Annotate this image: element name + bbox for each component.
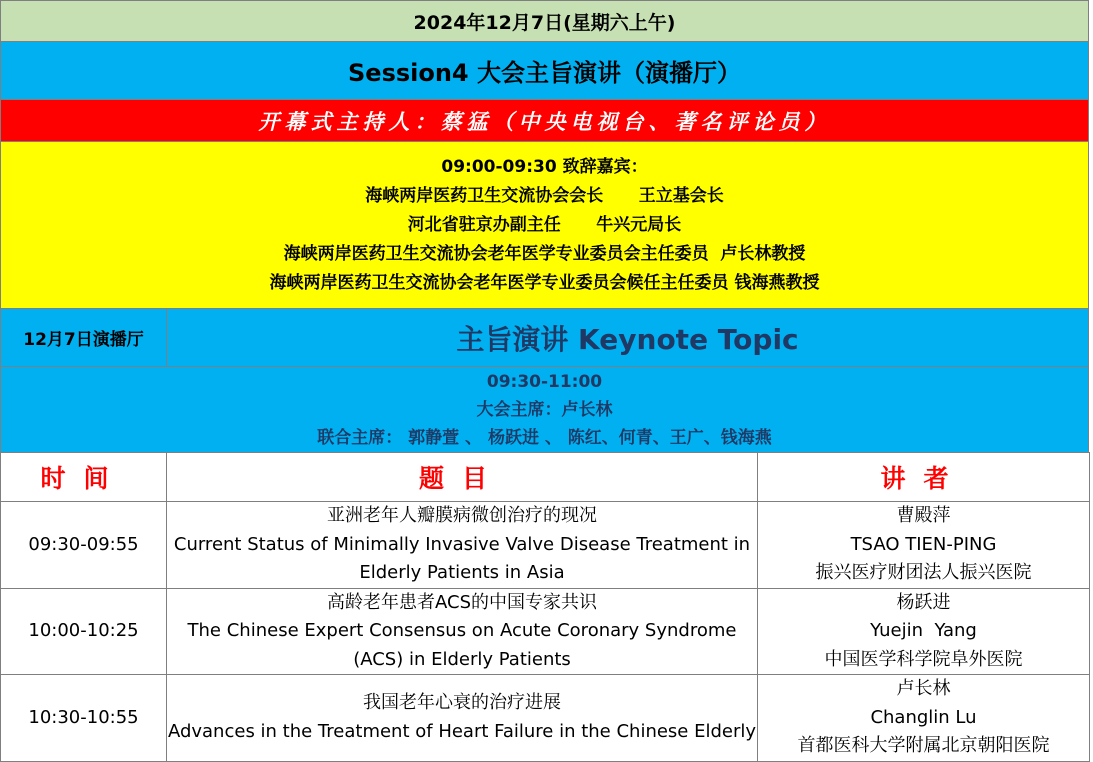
speaker-cell (758, 502, 1090, 589)
table-row (1, 502, 1090, 589)
speaker-affiliation: 中国医学科学院阜外医院 (824, 648, 1023, 670)
session-title: Session4 大会主旨演讲（演播厅） (348, 59, 741, 87)
time-cell: 10:00-10:25 (1, 588, 167, 675)
time-cell: 10:30-10:55 (1, 675, 167, 762)
topic-cell (167, 502, 758, 589)
welcome-section (0, 141, 1089, 309)
topic-en: Current Status of Minimally Invasive Valve Disease Treatment in Elderly Patients in Asia (173, 533, 751, 583)
welcome-guest: 海峡两岸医药卫生交流协会老年医学专业委员会主任委员 卢长林教授 (283, 243, 806, 264)
co-chairs-line: 联合主席： 郭静萱 、 杨跃进 、 陈红、何青、王广、钱海燕 (317, 427, 772, 448)
session-header (0, 41, 1089, 100)
opening-host-text: 开幕式主持人：蔡猛（中央电视台、著名评论员） (258, 108, 831, 134)
welcome-guest: 海峡两岸医药卫生交流协会会长 王立基会长 (365, 185, 724, 206)
speaker-cell (758, 675, 1090, 762)
topic-en: The Chinese Expert Consensus on Acute Coronary Syndrome (ACS) in Elderly Patients (187, 620, 737, 670)
topic-cell (167, 675, 758, 762)
header-topic: 题目 (167, 453, 758, 502)
speaker-en: TSAO TIEN-PING (850, 533, 997, 555)
header-speaker: 讲者 (758, 453, 1090, 502)
table-row (1, 588, 1090, 675)
topic-en: Advances in the Treatment of Heart Failure in the Chinese Elderly (167, 720, 757, 742)
welcome-guest: 河北省驻京办副主任 牛兴元局长 (407, 214, 682, 235)
header-time: 时间 (1, 453, 167, 502)
chairs-section (0, 366, 1089, 453)
speaker-affiliation: 首都医科大学附属北京朝阳医院 (797, 735, 1050, 756)
schedule-table (0, 452, 1090, 762)
table-header-row (1, 453, 1090, 502)
topic-cn: 高龄老年患者ACS的中国专家共识 (327, 591, 597, 613)
hall-label: 12月7日演播厅 (1, 309, 167, 366)
speaker-cn: 卢长林 (896, 678, 951, 699)
date-header (0, 0, 1089, 42)
opening-host-banner (0, 99, 1089, 142)
date-text: 2024年12月7日(星期六上午) (413, 11, 676, 34)
speaker-affiliation: 振兴医疗财团法人振兴医院 (815, 562, 1032, 583)
speaker-cn: 杨跃进 (896, 591, 951, 613)
welcome-guest: 海峡两岸医药卫生交流协会老年医学专业委员会候任主任委员 钱海燕教授 (269, 272, 820, 293)
topic-cn: 亚洲老年人瓣膜病微创治疗的现况 (327, 505, 597, 526)
chair-line: 大会主席：卢长林 (476, 399, 613, 420)
speaker-en: Changlin Lu (870, 706, 977, 728)
keynote-header (0, 308, 1089, 367)
welcome-title: 09:00-09:30 致辞嘉宾： (441, 156, 648, 177)
table-row (1, 675, 1090, 762)
speaker-cell (758, 588, 1090, 675)
session-time: 09:30-11:00 (486, 371, 603, 392)
speaker-en: Yuejin Yang (870, 620, 977, 641)
topic-cn: 我国老年心衰的治疗进展 (363, 692, 561, 714)
topic-cell (167, 588, 758, 675)
time-cell: 09:30-09:55 (1, 502, 167, 589)
speaker-cn: 曹殿萍 (896, 505, 951, 526)
keynote-title: 主旨演讲 Keynote Topic (456, 322, 799, 356)
